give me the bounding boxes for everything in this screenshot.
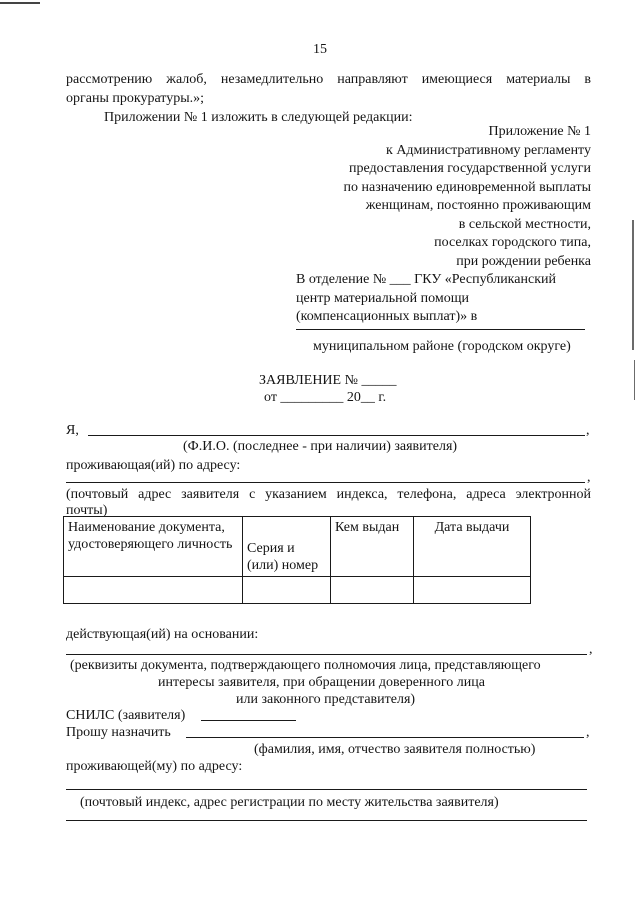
snils-label: СНИЛС (заявителя) [66,708,186,723]
representative-caption-2: интересы заявителя, при обращении доверенного лица [158,675,485,690]
scan-edge-mark [632,220,634,350]
applicant-address-caption-1: (почтовый адрес заявителя с указанием индекса, телефона, адреса электронной [66,487,591,502]
application-title: ЗАЯВЛЕНИЕ № _____ [259,373,397,388]
applicant-address-caption-2: почты) [66,503,108,518]
applicant-address-label: проживающая(ий) по адресу: [66,458,241,473]
table-row [64,577,531,604]
addressee-line-3: (компенсационных выплат)» в [296,309,478,324]
identity-document-table [63,516,531,604]
appendix-line: предоставления государственной услуги [349,161,591,176]
municipality-field[interactable] [296,329,585,330]
request-address-field[interactable] [66,789,587,790]
appendix-line: женщинам, постоянно проживающим [365,198,591,213]
applicant-name-comma: , [586,423,590,438]
instruction-text: Приложении № 1 изложить в следующей редакции: [104,110,413,125]
table-cell-series[interactable] [243,577,331,604]
representative-field[interactable] [66,654,587,655]
table-header-doc-name: Наименование документа, удостоверяющего личность [64,517,243,577]
addressee-line-2: центр материальной помощи [296,291,469,306]
representative-comma: , [589,642,593,657]
applicant-address-comma: , [587,470,591,485]
request-name-caption: (фамилия, имя, отчество заявителя полностью) [254,742,536,757]
table-header-series: Серия и (или) номер [243,517,331,577]
scan-edge-mark [634,360,635,400]
table-cell-issued-by[interactable] [331,577,414,604]
appendix-line: по назначению единовременной выплаты [343,180,591,195]
application-date: от _________ 20__ г. [264,390,387,405]
applicant-address-field[interactable] [66,482,585,483]
page-number: 15 [313,42,327,57]
applicant-name-caption: (Ф.И.О. (последнее - при наличии) заявителя) [183,439,458,454]
continuation-line-2: органы прокуратуры.»; [66,91,205,106]
appendix-line: при рождении ребенка [456,254,591,269]
addressee-line-1: В отделение № ___ ГКУ «Республиканский [296,272,556,287]
appendix-line: в сельской местности, [458,217,591,232]
applicant-prefix: Я, [66,423,79,438]
appendix-line: Приложение № 1 [488,124,591,139]
municipality-caption: муниципальном районе (городском округе) [313,339,571,354]
representative-label: действующая(ий) на основании: [66,627,259,642]
table-cell-doc-name[interactable] [64,577,243,604]
appendix-line: к Административному регламенту [386,143,591,158]
request-address-label: проживающей(му) по адресу: [66,759,243,774]
request-address-field-2[interactable] [66,820,587,821]
snils-field[interactable] [201,720,296,721]
table-cell-issue-date[interactable] [414,577,531,604]
applicant-name-field[interactable] [88,435,585,436]
representative-caption-1: (реквизиты документа, подтверждающего полномочия лица, представляющего [70,658,541,673]
appendix-line: поселках городского типа, [434,235,591,250]
representative-caption-3: или законного представителя) [236,692,416,707]
table-header-issued-by: Кем выдан [331,517,414,577]
request-address-caption: (почтовый индекс, адрес регистрации по месту жительства заявителя) [80,795,499,810]
request-label: Прошу назначить [66,725,171,740]
continuation-line-1: рассмотрению жалоб, незамедлительно направляют имеющиеся материалы в [66,72,591,87]
scan-corner-mark [0,2,40,4]
table-header-issue-date: Дата выдачи [414,517,531,577]
request-name-comma: , [586,725,590,740]
request-name-field[interactable] [186,737,584,738]
table-header-row [64,517,531,577]
